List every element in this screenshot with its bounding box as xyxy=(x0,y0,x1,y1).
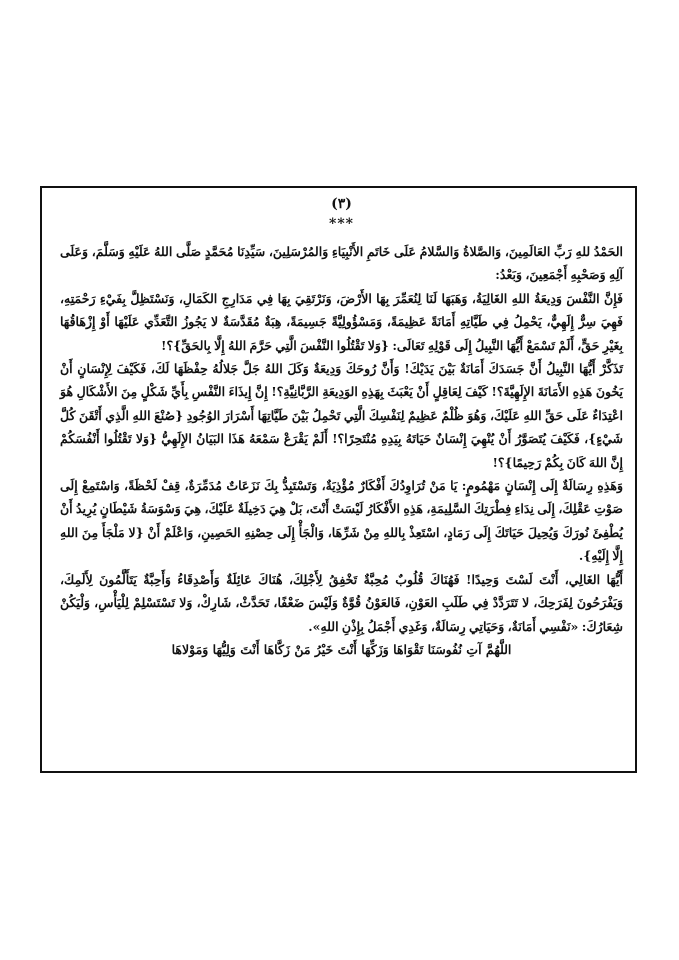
paragraph-not-alone: أَيُّهَا الغَالِي، أَنْتَ لَسْتَ وَحِيدًا! فَهُنَاكَ قُلُوبٌ مُحِبَّةٌ تَخْفِقُ لِأَجْلِكَ، هُنَاكَ عَائِلَةٌ وَأَصْدِقَاءُ وَأَحِبَّةٌ يَتَأَلَّمُونَ لِأَلَمِكَ، وَيَفْرَحُونَ لِفَرَحِكَ، لا تَتَرَدَّدْ فِي طَلَبِ العَوْنِ، فَالعَوْنُ قُوَّةٌ وَلَيْسَ ضَعْفًا، تَحَدَّثْ، شَارِكْ، وَلا تَسْتَسْلِمْ لِلْيَأْسِ، وَلْيَكُنْ شِعَارُكَ: «نَفْسِي أَمَانَةٌ، وَحَيَاتِي رِسَالَةٌ، وَغَدِي أَجْمَلُ بِإِذْنِ اللهِ». xyxy=(60,571,623,634)
page-frame xyxy=(40,186,637,773)
closing-prayer: اللَّهُمَّ آتِ نُفُوسَنَا تَقْوَاهَا وَزَكِّهَا أَنْتَ خَيْرُ مَنْ زَكَّاهَا أَنْتَ وَلِيُّهَا وَمَوْلاهَا xyxy=(171,641,512,657)
paragraph-body-trust: تَذَكَّرْ أَيُّهَا النَّبِيلُ أَنَّ جَسَدَكَ أَمَانَةٌ بَيْنَ يَدَيْكَ! وَأَنَّ رُوحَكَ وَدِيعَةٌ وَكَلَ اللهُ جَلَّ جَلالُهُ حِفْظَهَا لَكَ، فَكَيْفَ لِإِنْسَانٍ أَنْ يَخُونَ هَذِهِ الأَمَانَةَ الإِلَهِيَّةَ؟! كَيْفَ لِعَاقِلٍ أَنْ يَعْبَثَ بِهَذِهِ الوَدِيعَةِ الرَّبَّانِيَّةِ؟! إِنَّ إِيذَاءَ النَّفْسِ بِأَيِّ شَكْلٍ مِنَ الأَشْكَالِ هُوَ اعْتِدَاءٌ عَلَى حَقِّ اللهِ عَلَيْكَ، وَهُوَ ظُلْمٌ عَظِيمٌ لِنَفْسِكَ الَّتِي تَحْمِلُ بَيْنَ طَيَّاتِهَا أَسْرَارَ الوُجُودِ {صُنْعَ اللهِ الَّذِي أَتْقَنَ كُلَّ شَيْءٍ}، فَكَيْفَ يُتَصَوَّرُ أَنْ يُنْهِيَ إِنْسَانٌ حَيَاتَهُ بِيَدِهِ مُنْتَحِرًا؟! أَلَمْ يَقْرَعْ سَمْعَهُ هَذَا البَيَانُ الإِلَهِيُّ {وَلا تَقْتُلُوا أَنْفُسَكُمْ إِنَّ اللهَ كَانَ بِكُمْ رَحِيمًا}؟! xyxy=(60,361,623,470)
page-content xyxy=(60,196,623,763)
paragraph-message: وَهَذِهِ رِسَالَةٌ إِلَى إِنْسَانٍ مَهْمُومٍ: يَا مَنْ تُرَاوِدُكَ أَفْكَارٌ مُؤْذِيَةٌ، وَتَسْتَبِدُّ بِكَ نَزَعَاتٌ مُدَمِّرَةٌ، قِفْ لَحْظَةً، وَاسْتَمِعْ إِلَى صَوْتِ عَقْلِكَ، إِلَى نِدَاءِ فِطْرَتِكَ السَّلِيمَةِ، هَذِهِ الأَفْكَارُ لَيْسَتْ أَنْتَ، بَلْ هِيَ دَخِيلَةٌ عَلَيْكَ، هِيَ وَسْوَسَةُ شَيْطَانٍ يُرِيدُ أَنْ يُطْفِئَ نُورَكَ وَيُحِيلَ حَيَاتَكَ إِلَى رَمَادٍ، اسْتَعِذْ بِاللهِ مِنْ شَرِّهَا، وَالْجَأْ إِلَى حِصْنِهِ الحَصِينِ، وَاعْلَمْ أَنْ {لا مَلْجَأَ مِنَ اللهِ إِلَّا إِلَيْهِ}. xyxy=(60,478,623,564)
page-number: (٣) xyxy=(331,196,352,212)
paragraph-soul-trust: فَإِنَّ النَّفْسَ وَدِيعَةُ اللهِ الغَالِيَةُ، وَهَبَهَا لَنَا لِنُعَمِّرَ بِهَا الأَرْضَ، وَنَرْتَقِيَ بِهَا فِي مَدَارِجِ الكَمَالِ، وَنَسْتَظِلَّ بِفَيْءِ رَحْمَتِهِ، فَهِيَ سِرٌّ إِلَهِيٌّ، يَحْمِلُ فِي طَيَّاتِهِ أَمَانَةً عَظِيمَةً، وَمَسْؤُولِيَّةً جَسِيمَةً، هِبَةٌ مُقَدَّسَةٌ لا يَجُوزُ التَّعَدِّي عَلَيْهَا أَوْ إِزْهَاقُهَا بِغَيْرِ حَقٍّ، أَلَمْ تَسْمَعْ أَيُّهَا النَّبِيلُ إِلَى قَوْلِهِ تَعَالَى: {وَلا تَقْتُلُوا النَّفْسَ الَّتِي حَرَّمَ اللهُ إِلَّا بِالحَقِّ}؟! xyxy=(60,290,623,353)
paragraph-opening: الحَمْدُ للهِ رَبِّ العَالَمِينَ، وَالصَّلاةُ وَالسَّلامُ عَلَى خَاتَمِ الأَنْبِيَاءِ وَالمُرْسَلِينَ، سَيِّدِنَا مُحَمَّدٍ صَلَّى اللهُ عَلَيْهِ وَسَلَّمَ، وَعَلَى آلِهِ وَصَحْبِهِ أَجْمَعِينَ، وَبَعْدُ: xyxy=(60,244,623,283)
section-separator: *** xyxy=(329,216,354,232)
